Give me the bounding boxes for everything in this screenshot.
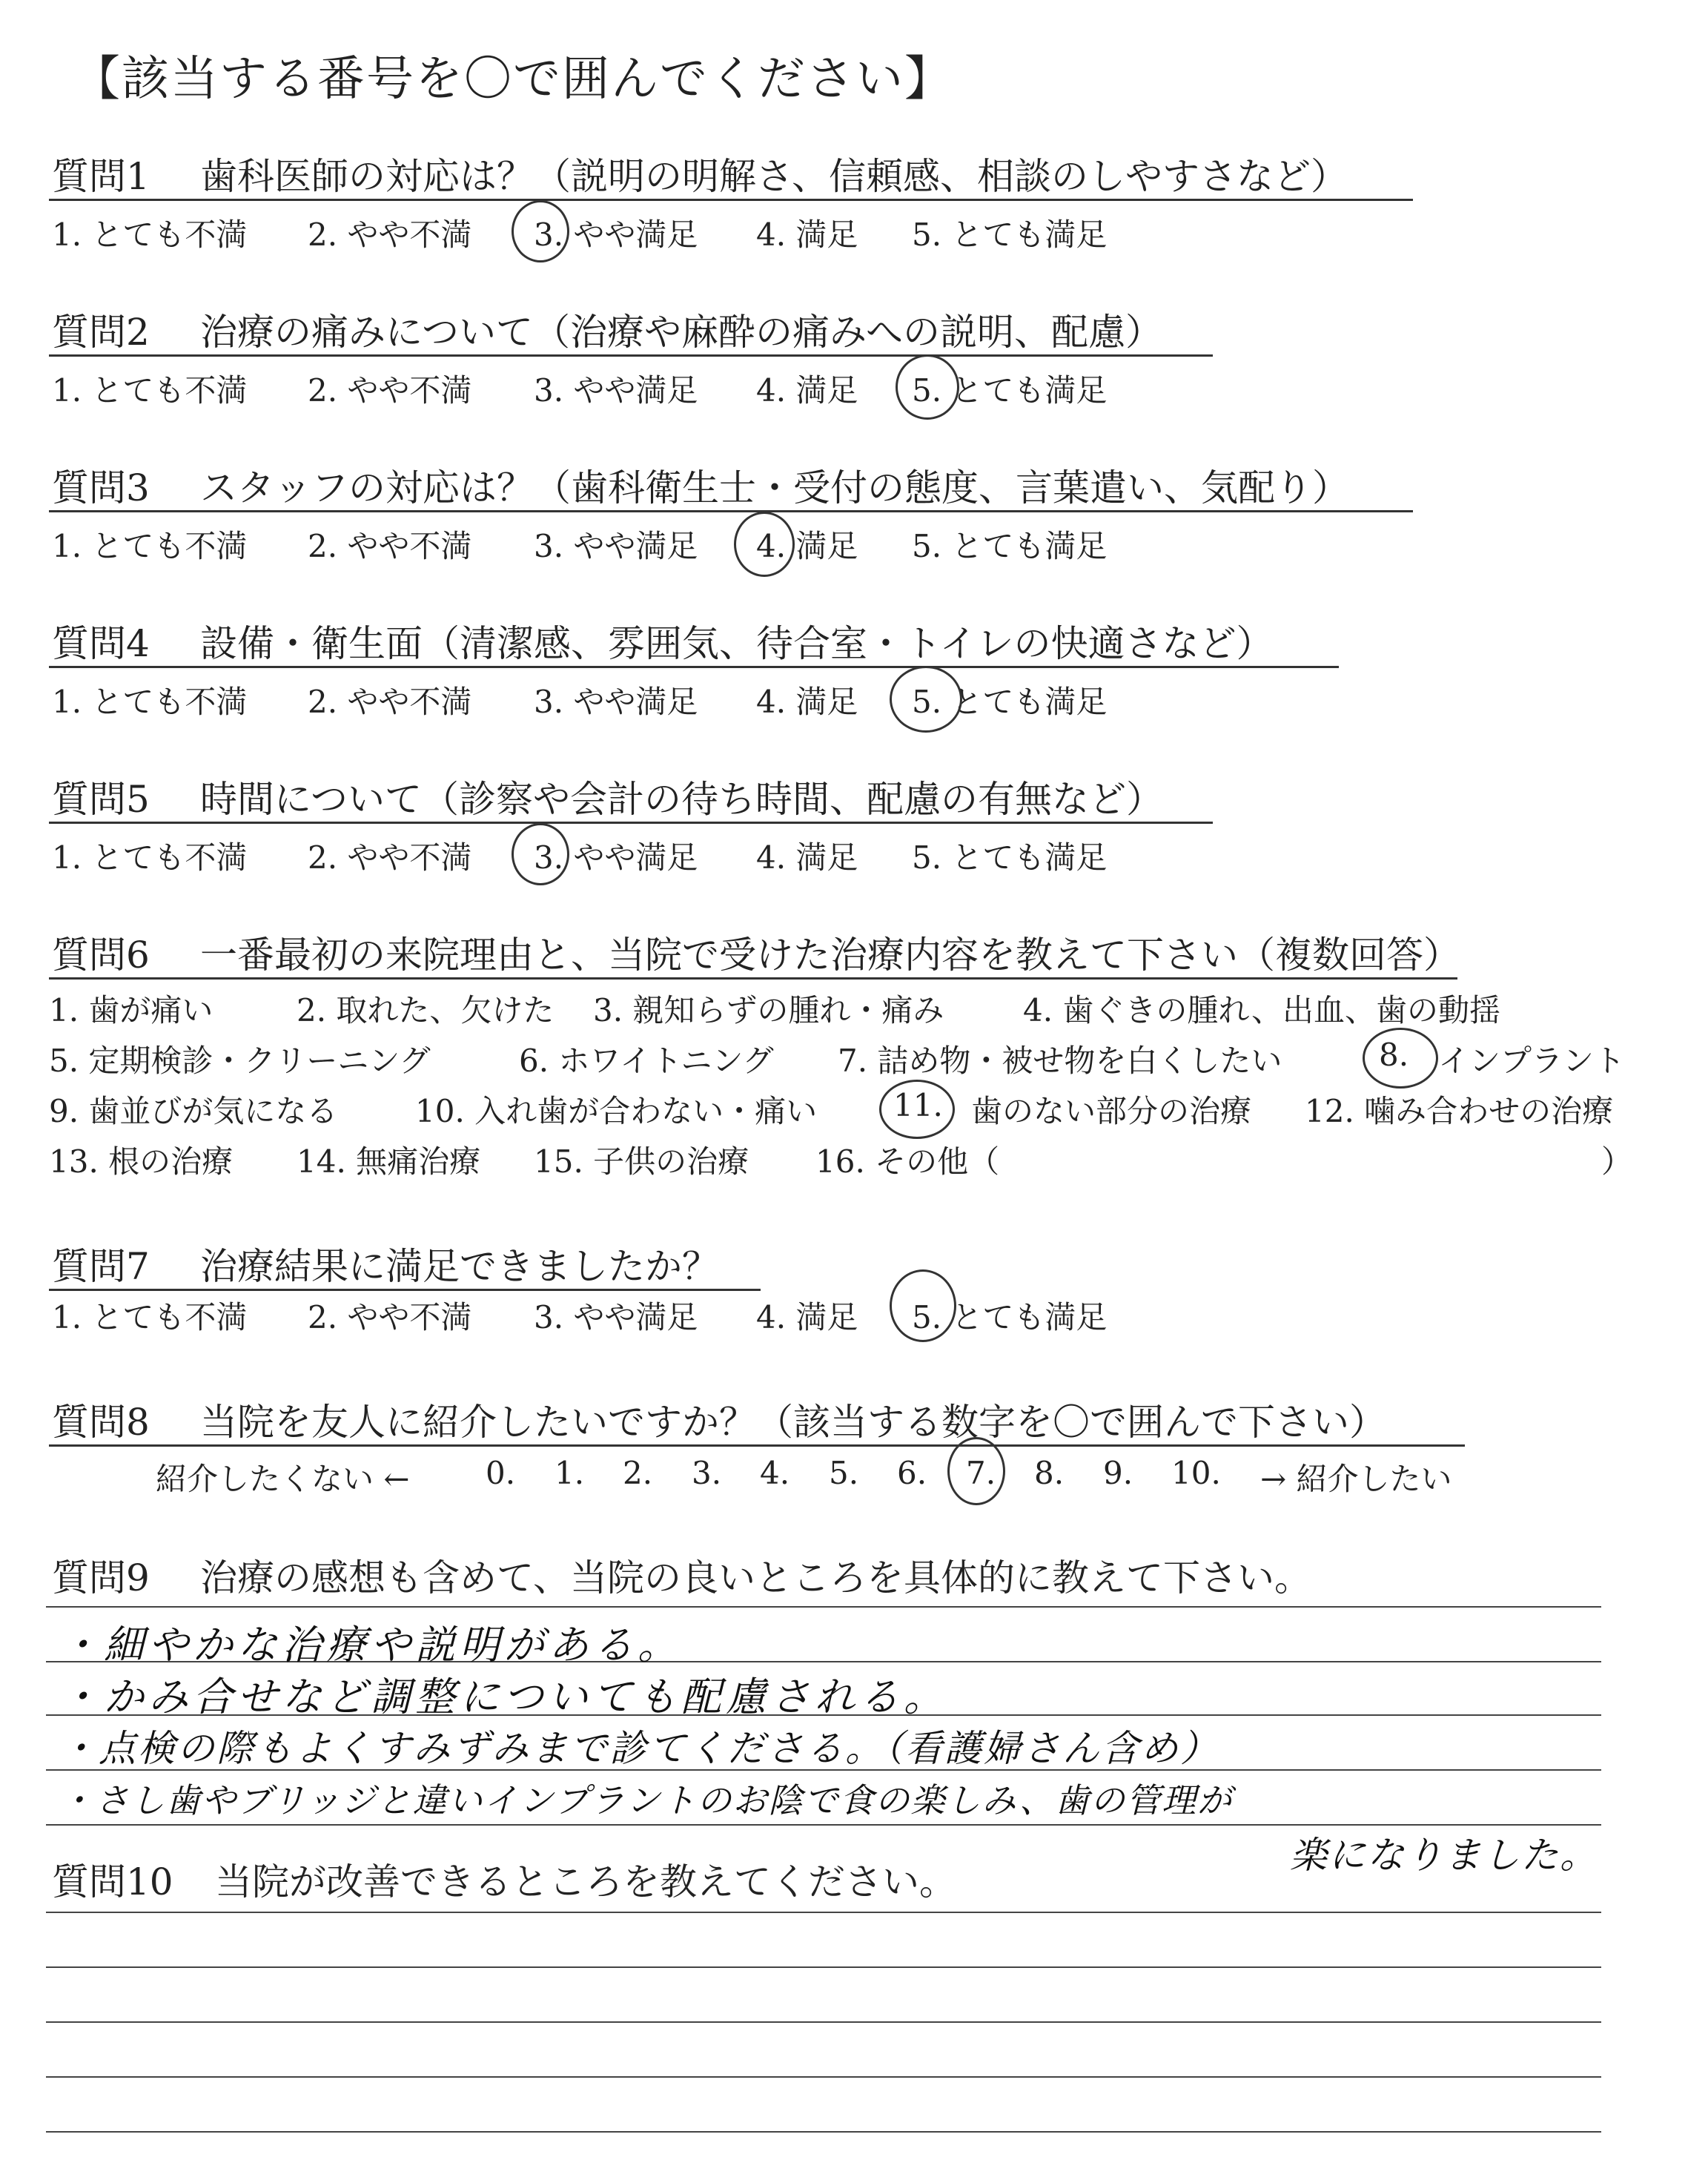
q7-selection-circle xyxy=(890,1269,956,1342)
q5-option-2[interactable]: 2. やや不満 xyxy=(308,839,472,876)
q2-option-2[interactable]: 2. やや不満 xyxy=(308,372,472,409)
question-3-number: 質問3 xyxy=(52,466,150,509)
q6-option-7[interactable]: 7. 詰め物・被せ物を白くしたい xyxy=(838,1043,1282,1079)
q5-option-1[interactable]: 1. とても不満 xyxy=(52,839,248,876)
question-5-underline xyxy=(49,822,1213,824)
question-4-underline xyxy=(49,666,1339,668)
q8-option-3[interactable]: 3. xyxy=(692,1455,722,1491)
q7-option-2[interactable]: 2. やや不満 xyxy=(308,1299,472,1335)
q6-selection-circle-8 xyxy=(1363,1028,1438,1089)
question-8-heading xyxy=(52,1393,1386,1446)
question-9-heading xyxy=(52,1548,1311,1602)
q6-option-15[interactable]: 15. 子供の治療 xyxy=(534,1143,749,1180)
question-8-number: 質問8 xyxy=(52,1401,150,1444)
q6-option-8-number[interactable]: 8. xyxy=(1379,1037,1409,1073)
q10-answer-rule-4 xyxy=(46,2076,1601,2078)
q8-left-label: 紹介したくない ← xyxy=(156,1461,410,1497)
q3-option-2[interactable]: 2. やや不満 xyxy=(308,528,472,564)
question-4-number: 質問4 xyxy=(52,622,150,665)
question-1-number: 質問1 xyxy=(52,155,150,198)
q8-right-label: → 紹介したい xyxy=(1260,1461,1452,1497)
q6-option-6[interactable]: 6. ホワイトニング xyxy=(519,1043,774,1079)
q8-option-9[interactable]: 9. xyxy=(1103,1455,1133,1491)
q6-option-16-close: ） xyxy=(1601,1143,1633,1180)
q9-answer-rule-1 xyxy=(46,1606,1601,1608)
question-3-underline xyxy=(49,510,1413,512)
question-1-heading xyxy=(52,147,1348,200)
question-3-text: スタッフの対応は？（歯科衛生士・受付の態度、言葉遣い、気配り） xyxy=(200,466,1349,509)
question-7-heading xyxy=(52,1237,719,1290)
q4-option-4[interactable]: 4. 満足 xyxy=(756,684,858,720)
q6-option-5[interactable]: 5. 定期検診・クリーニング xyxy=(49,1043,431,1079)
q6-option-2[interactable]: 2. 取れた、欠けた xyxy=(297,992,555,1028)
question-6-number: 質問6 xyxy=(52,934,150,977)
q1-option-1[interactable]: 1. とても不満 xyxy=(52,217,248,253)
question-8-underline xyxy=(49,1444,1465,1447)
q8-option-10[interactable]: 10. xyxy=(1171,1455,1221,1491)
q5-option-5[interactable]: 5. とても満足 xyxy=(912,839,1108,876)
q4-option-2[interactable]: 2. やや不満 xyxy=(308,684,472,720)
question-5-heading xyxy=(52,770,1163,823)
question-5-number: 質問5 xyxy=(52,778,150,821)
question-4-text: 設備・衛生面（清潔感、雰囲気、待合室・トイレの快適さなど） xyxy=(200,622,1274,665)
q7-option-3[interactable]: 3. やや満足 xyxy=(534,1299,698,1335)
q4-option-5[interactable]: 5. とても満足 xyxy=(912,684,1108,720)
q6-selection-circle-11 xyxy=(879,1080,955,1139)
question-5-text: 時間について（診察や会計の待ち時間、配慮の有無など） xyxy=(200,778,1163,821)
q6-option-1[interactable]: 1. 歯が痛い xyxy=(49,992,214,1028)
question-10-heading xyxy=(52,1852,956,1906)
q2-option-1[interactable]: 1. とても不満 xyxy=(52,372,248,409)
question-3-heading xyxy=(52,458,1349,512)
q6-option-16[interactable]: 16. その他（ xyxy=(815,1143,1000,1180)
q6-option-9[interactable]: 9. 歯並びが気になる xyxy=(49,1093,338,1129)
q7-option-4[interactable]: 4. 満足 xyxy=(756,1299,858,1335)
question-10-text: 当院が改善できるところを教えてください。 xyxy=(215,1860,956,1903)
q6-option-10[interactable]: 10. 入れ歯が合わない・痛い xyxy=(415,1093,818,1129)
q9-answer-line-4: ・さし歯やブリッジと違いインプラントのお陰で食の楽しみ、歯の管理が xyxy=(59,1780,1234,1820)
q10-answer-rule-2 xyxy=(46,1966,1601,1968)
question-2-number: 質問2 xyxy=(52,311,150,354)
q2-option-3[interactable]: 3. やや満足 xyxy=(534,372,698,409)
question-7-text: 治療結果に満足できましたか？ xyxy=(200,1245,719,1288)
question-2-text: 治療の痛みについて（治療や麻酔の痛みへの説明、配慮） xyxy=(200,311,1162,354)
q3-option-5[interactable]: 5. とても満足 xyxy=(912,528,1108,564)
q1-selection-circle xyxy=(512,200,569,262)
q3-option-4[interactable]: 4. 満足 xyxy=(756,528,858,564)
q10-answer-rule-3 xyxy=(46,2021,1601,2023)
q5-option-4[interactable]: 4. 満足 xyxy=(756,839,858,876)
q6-option-13[interactable]: 13. 根の治療 xyxy=(49,1143,234,1180)
q8-option-1[interactable]: 1. xyxy=(555,1455,585,1491)
q3-selection-circle xyxy=(734,512,795,577)
q6-option-4[interactable]: 4. 歯ぐきの腫れ、出血、歯の動揺 xyxy=(1023,992,1500,1028)
q2-option-5[interactable]: 5. とても満足 xyxy=(912,372,1108,409)
question-9-text: 治療の感想も含めて、当院の良いところを具体的に教えて下さい。 xyxy=(200,1556,1311,1599)
q8-selection-circle xyxy=(947,1437,1005,1505)
question-6-heading xyxy=(52,925,1460,979)
question-1-text: 歯科医師の対応は？（説明の明解さ、信頼感、相談のしやすさなど） xyxy=(200,155,1348,198)
q7-option-5[interactable]: 5. とても満足 xyxy=(912,1299,1108,1335)
q8-option-4[interactable]: 4. xyxy=(760,1455,790,1491)
question-4-heading xyxy=(52,614,1274,667)
q6-option-3[interactable]: 3. 親知らずの腫れ・痛み xyxy=(593,992,944,1028)
q6-option-12[interactable]: 12. 噛み合わせの治療 xyxy=(1305,1093,1614,1129)
q2-selection-circle xyxy=(896,354,959,420)
q6-option-11-label[interactable]: 歯のない部分の治療 xyxy=(971,1093,1252,1129)
q6-option-14[interactable]: 14. 無痛治療 xyxy=(297,1143,481,1180)
q8-option-6[interactable]: 6. xyxy=(897,1455,927,1491)
q4-selection-circle xyxy=(890,666,962,733)
q1-option-5[interactable]: 5. とても満足 xyxy=(912,217,1108,253)
q3-option-3[interactable]: 3. やや満足 xyxy=(534,528,698,564)
question-1-underline xyxy=(49,199,1413,201)
question-9-number: 質問9 xyxy=(52,1556,150,1599)
q8-option-8[interactable]: 8. xyxy=(1034,1455,1065,1491)
form-title: 【該当する番号を〇で囲んでください】 xyxy=(73,52,953,107)
q5-selection-circle xyxy=(512,823,569,885)
q8-option-5[interactable]: 5. xyxy=(829,1455,859,1491)
q10-answer-rule-1 xyxy=(46,1912,1601,1913)
q8-option-0[interactable]: 0. xyxy=(486,1455,516,1491)
q4-option-3[interactable]: 3. やや満足 xyxy=(534,684,698,720)
q9-answer-line-5: 楽になりました。 xyxy=(1290,1834,1598,1877)
q8-option-7[interactable]: 7. xyxy=(966,1455,996,1491)
question-8-text: 当院を友人に紹介したいですか？（該当する数字を〇で囲んで下さい） xyxy=(200,1401,1386,1444)
question-7-number: 質問7 xyxy=(52,1245,150,1288)
q1-option-4[interactable]: 4. 満足 xyxy=(756,217,858,253)
q4-option-1[interactable]: 1. とても不満 xyxy=(52,684,248,720)
q8-option-2[interactable]: 2. xyxy=(623,1455,653,1491)
q6-option-8-label[interactable]: インプラント xyxy=(1438,1043,1626,1079)
q9-answer-line-2: ・かみ合せなど調整についても配慮される。 xyxy=(59,1674,948,1720)
q9-answer-line-3: ・点検の際もよくすみずみまで診てくださる。（看護婦さん含め） xyxy=(59,1727,1219,1770)
q9-answer-line-1: ・細やかな治療や説明がある。 xyxy=(59,1622,682,1668)
q3-option-1[interactable]: 1. とても不満 xyxy=(52,528,248,564)
question-2-underline xyxy=(49,354,1213,357)
q1-option-2[interactable]: 2. やや不満 xyxy=(308,217,472,253)
q6-option-11-number[interactable]: 11. xyxy=(893,1087,943,1123)
q2-option-4[interactable]: 4. 満足 xyxy=(756,372,858,409)
q10-answer-rule-5 xyxy=(46,2131,1601,2133)
question-6-text: 一番最初の来院理由と、当院で受けた治療内容を教えて下さい（複数回答） xyxy=(200,934,1460,977)
question-10-number: 質問10 xyxy=(52,1860,173,1903)
q1-option-3[interactable]: 3. やや満足 xyxy=(534,217,698,253)
question-6-underline xyxy=(49,977,1457,980)
q5-option-3[interactable]: 3. やや満足 xyxy=(534,839,698,876)
question-7-underline xyxy=(49,1289,761,1291)
question-2-heading xyxy=(52,303,1162,356)
q7-option-1[interactable]: 1. とても不満 xyxy=(52,1299,248,1335)
